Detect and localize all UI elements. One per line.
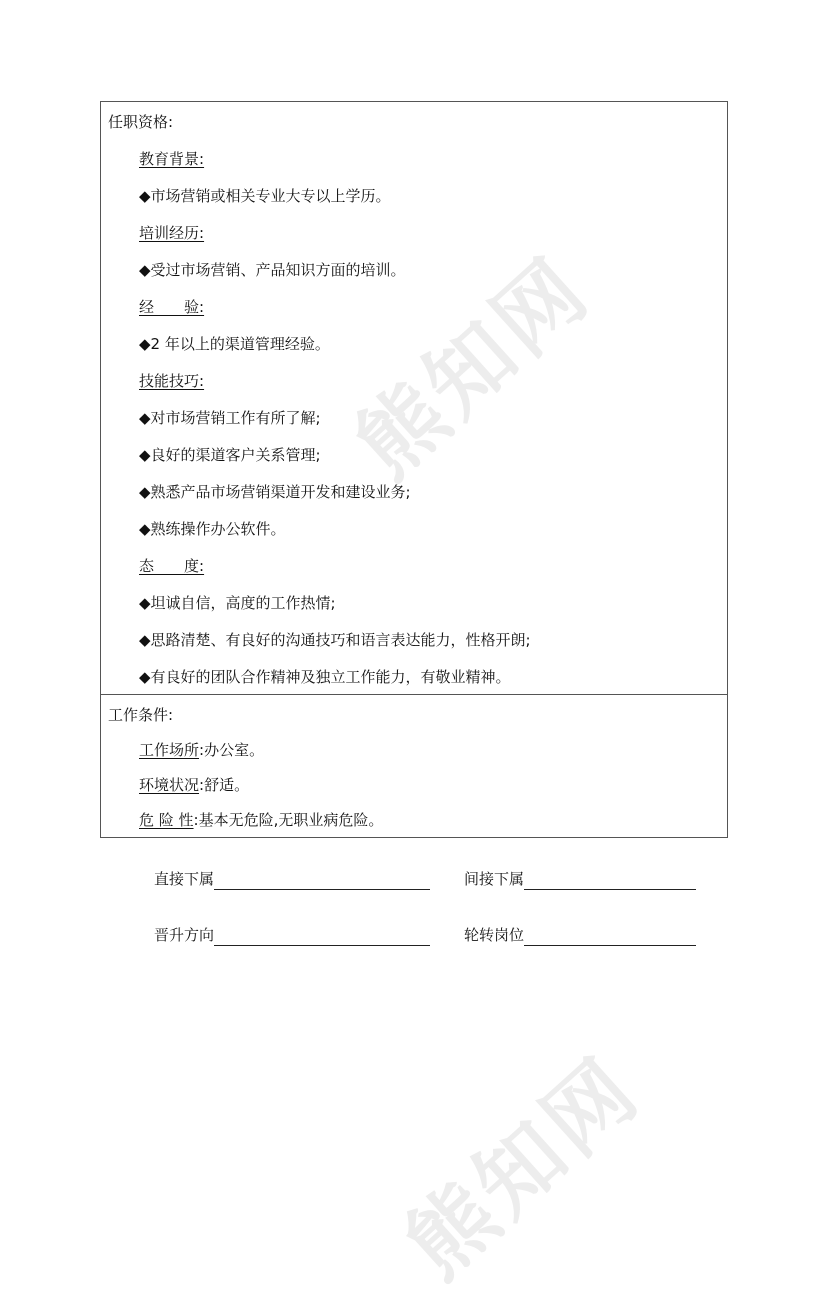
condition-label: 环境状况 xyxy=(139,776,200,794)
rotation-position-field xyxy=(464,924,696,946)
list-item: ◆受过市场营销、产品知识方面的培训。 xyxy=(139,261,406,279)
job-description-table xyxy=(100,101,728,838)
rotation-position-blank xyxy=(524,925,696,946)
list-item: ◆市场营销或相关专业大专以上学历。 xyxy=(139,187,391,205)
section-heading-skills: 技能技巧: xyxy=(139,372,205,390)
list-item: ◆熟悉产品市场营销渠道开发和建设业务; xyxy=(139,483,411,501)
condition-value: :基本无危险,无职业病危险。 xyxy=(193,811,384,829)
direct-subordinate-label: 直接下属 xyxy=(154,870,215,888)
watermark-bottom: 熊知网 xyxy=(387,1038,660,1298)
qualifications-cell xyxy=(101,102,727,694)
list-item: ◆思路清楚、有良好的沟通技巧和语言表达能力，性格开朗; xyxy=(139,631,531,649)
direct-subordinate-blank xyxy=(214,869,430,890)
list-item: ◆有良好的团队合作精神及独立工作能力，有敬业精神。 xyxy=(139,668,511,686)
list-item: ◆2 年以上的渠道管理经验。 xyxy=(139,335,330,353)
relations-row-subordinates xyxy=(154,868,714,892)
condition-row-environment xyxy=(139,774,727,796)
watermark: 熊知网 xyxy=(337,238,610,498)
list-item: ◆对市场营销工作有所了解; xyxy=(139,409,321,427)
list-item: ◆坦诚自信，高度的工作热情; xyxy=(139,594,336,612)
condition-label: 危 险 性 xyxy=(139,811,194,829)
qualifications-title: 任职资格: xyxy=(108,113,174,131)
conditions-cell xyxy=(101,694,727,837)
list-item: ◆熟练操作办公软件。 xyxy=(139,520,286,538)
condition-row-workplace xyxy=(139,739,727,761)
condition-value: :舒适。 xyxy=(199,776,250,794)
promotion-direction-label: 晋升方向 xyxy=(154,926,215,944)
relations-row-career xyxy=(154,924,714,948)
indirect-subordinate-label: 间接下属 xyxy=(464,870,525,888)
section-heading-training: 培训经历: xyxy=(139,224,205,242)
conditions-title: 工作条件: xyxy=(108,706,174,724)
rotation-position-label: 轮转岗位 xyxy=(464,926,525,944)
section-heading-attitude: 态 度: xyxy=(139,557,205,575)
section-heading-experience: 经 验: xyxy=(139,298,205,316)
indirect-subordinate-field xyxy=(464,868,696,890)
direct-subordinate-field xyxy=(154,868,430,890)
condition-value: :办公室。 xyxy=(199,741,265,759)
promotion-direction-blank xyxy=(214,925,430,946)
indirect-subordinate-blank xyxy=(524,869,696,890)
condition-row-risk xyxy=(139,809,727,831)
list-item: ◆良好的渠道客户关系管理; xyxy=(139,446,321,464)
promotion-direction-field xyxy=(154,924,430,946)
condition-label: 工作场所 xyxy=(139,741,200,759)
relations-section xyxy=(154,868,714,980)
section-heading-education: 教育背景: xyxy=(139,150,205,168)
